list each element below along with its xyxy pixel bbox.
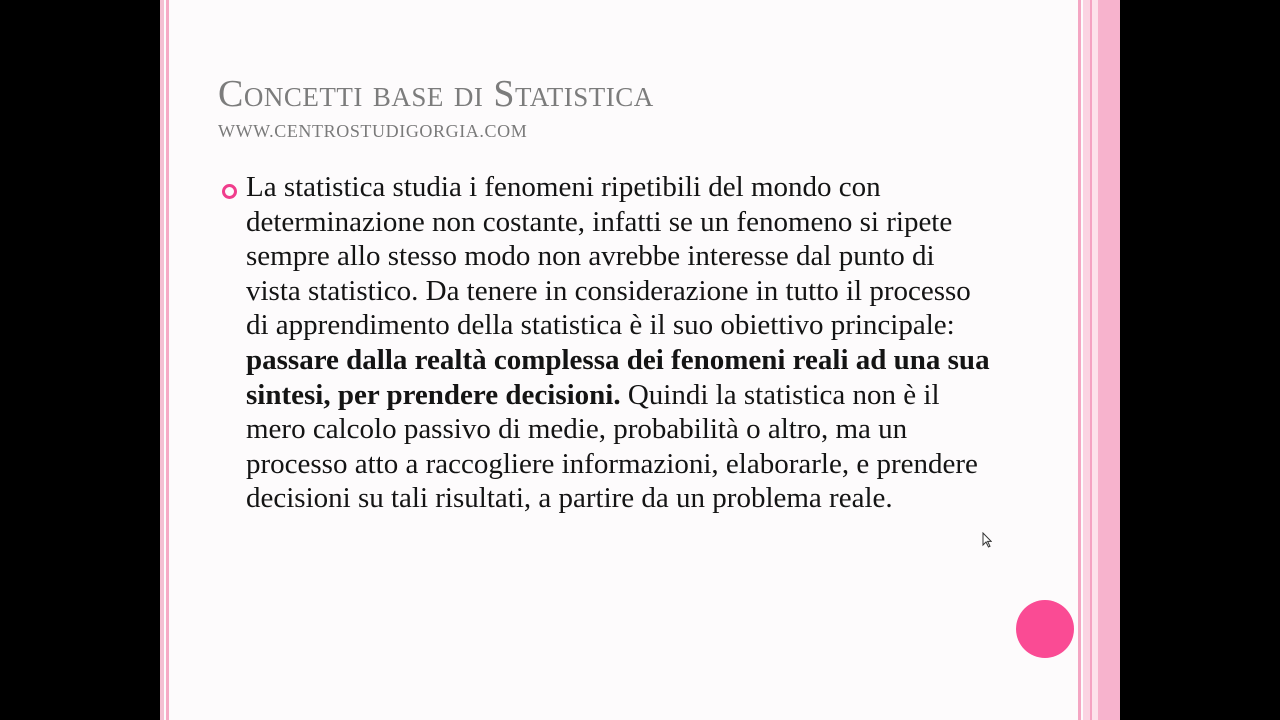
letterbox-left (0, 0, 160, 720)
body-text-part: La statistica studia i fenomeni ripetibili del mondo con determinazione non costante, infatti se un fenomeno si ripete sempre allo stesso modo non avrebbe interesse dal punto di vista statistico. Da tenere in considerazione in tutto il processo di apprendimento della statistica è il suo obiettivo principale: (246, 171, 971, 342)
decorative-stripe (1083, 0, 1090, 720)
slide-subtitle: WWW.CENTROSTUDIGORGIA.COM (218, 121, 528, 141)
mouse-pointer-icon (982, 532, 992, 548)
decorative-stripe (1078, 0, 1081, 720)
circle-bullet-icon (222, 184, 237, 199)
decorative-stripe (160, 0, 164, 720)
body-paragraph (246, 170, 991, 516)
body-text-part: Quindi la statistica non è il mero calcolo passivo di medie, probabilità o altro, ma un processo atto a raccogliere informazioni, elaborarle, e prendere decisioni su tali risultati, a partire da un problema reale. (246, 378, 978, 515)
slide-nav-dot[interactable] (1016, 600, 1074, 658)
body-text-bold: passare dalla realtà complessa dei fenomeni reali ad una sua sintesi, per prendere decisioni. (246, 343, 990, 411)
decorative-stripe (1098, 0, 1120, 720)
slide-title: Concetti base di Statistica (218, 73, 654, 115)
presentation-slide (160, 0, 1120, 720)
decorative-stripe (166, 0, 169, 720)
letterbox-right (1120, 0, 1280, 720)
